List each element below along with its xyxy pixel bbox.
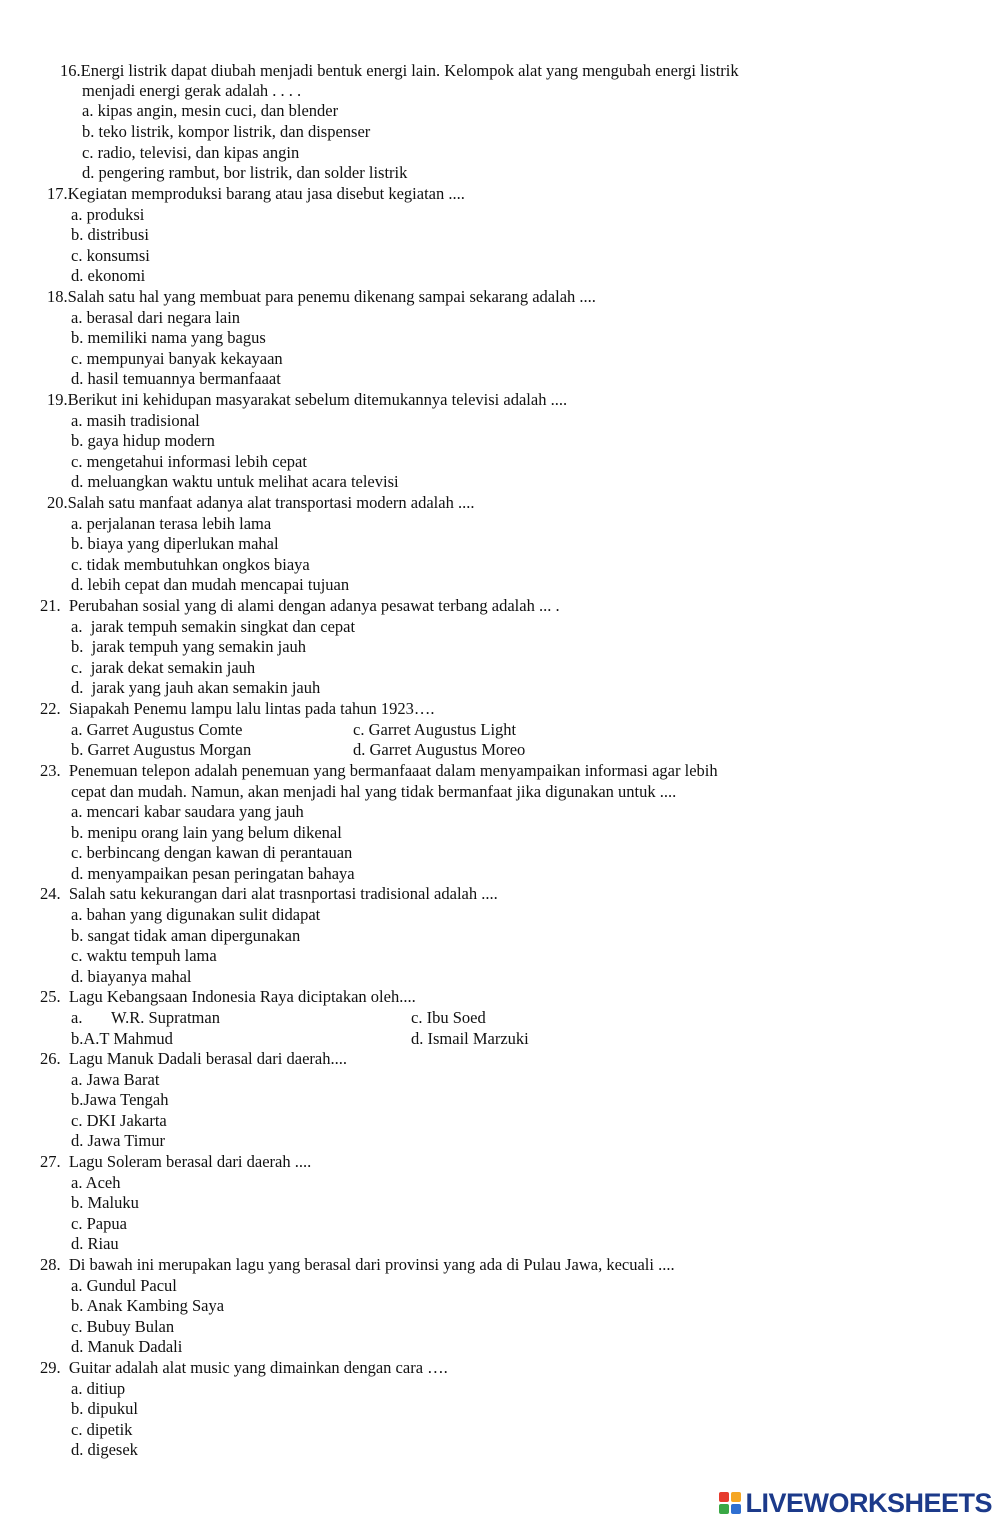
question-20: 20.Salah satu manfaat adanya alat transportasi modern adalah .... <box>47 493 475 512</box>
option-27c[interactable]: c. Papua <box>71 1214 127 1233</box>
option-21c[interactable]: c. jarak dekat semakin jauh <box>71 658 256 677</box>
option-18d[interactable]: d. hasil temuannya bermanfaaat <box>71 369 281 388</box>
option-16a[interactable]: a. kipas angin, mesin cuci, dan blender <box>82 101 339 120</box>
option-26a[interactable]: a. Jawa Barat <box>71 1070 160 1089</box>
option-28d[interactable]: d. Manuk Dadali <box>71 1337 183 1356</box>
option-17b[interactable]: b. distribusi <box>71 225 149 244</box>
option-21a[interactable]: a. jarak tempuh semakin singkat dan cepat <box>71 617 356 636</box>
question-21: 21. Perubahan sosial yang di alami dengan adanya pesawat terbang adalah ... . <box>40 596 560 615</box>
option-18c[interactable]: c. mempunyai banyak kekayaan <box>71 349 283 368</box>
question-19: 19.Berikut ini kehidupan masyarakat sebelum ditemukannya televisi adalah .... <box>47 390 568 409</box>
option-25a[interactable]: a. W.R. Supratman <box>71 1008 220 1027</box>
option-20b[interactable]: b. biaya yang diperlukan mahal <box>71 534 279 553</box>
option-17a[interactable]: a. produksi <box>71 205 145 224</box>
logo-square-orange <box>731 1492 741 1502</box>
option-23c[interactable]: c. berbincang dengan kawan di perantauan <box>71 843 353 862</box>
option-28c[interactable]: c. Bubuy Bulan <box>71 1317 175 1336</box>
logo-square-blue <box>731 1504 741 1514</box>
option-27d[interactable]: d. Riau <box>71 1234 119 1253</box>
question-22: 22. Siapakah Penemu lampu lalu lintas pada tahun 1923…. <box>40 699 435 718</box>
option-19c[interactable]: c. mengetahui informasi lebih cepat <box>71 452 307 471</box>
option-16c[interactable]: c. radio, televisi, dan kipas angin <box>82 143 300 162</box>
logo-text: LIVEWORKSHEETS <box>745 1487 992 1518</box>
logo-square-green <box>719 1504 729 1514</box>
option-25c[interactable]: c. Ibu Soed <box>411 1008 486 1027</box>
option-24a[interactable]: a. bahan yang digunakan sulit didapat <box>71 905 321 924</box>
option-21b[interactable]: b. jarak tempuh yang semakin jauh <box>71 637 307 656</box>
option-23a[interactable]: a. mencari kabar saudara yang jauh <box>71 802 304 821</box>
question-29: 29. Guitar adalah alat music yang dimainkan dengan cara …. <box>40 1358 448 1377</box>
option-23b[interactable]: b. menipu orang lain yang belum dikenal <box>71 823 342 842</box>
option-26c[interactable]: c. DKI Jakarta <box>71 1111 167 1130</box>
option-19b[interactable]: b. gaya hidup modern <box>71 431 215 450</box>
option-29d[interactable]: d. digesek <box>71 1440 138 1459</box>
option-26b[interactable]: b.Jawa Tengah <box>71 1090 169 1109</box>
option-17c[interactable]: c. konsumsi <box>71 246 150 265</box>
option-21d[interactable]: d. jarak yang jauh akan semakin jauh <box>71 678 321 697</box>
option-29a[interactable]: a. ditiup <box>71 1379 126 1398</box>
question-25: 25. Lagu Kebangsaan Indonesia Raya diciptakan oleh.... <box>40 987 416 1006</box>
option-20a[interactable]: a. perjalanan terasa lebih lama <box>71 514 272 533</box>
question-17: 17.Kegiatan memproduksi barang atau jasa disebut kegiatan .... <box>47 184 465 203</box>
option-28b[interactable]: b. Anak Kambing Saya <box>71 1296 225 1315</box>
option-19d[interactable]: d. meluangkan waktu untuk melihat acara televisi <box>71 472 399 491</box>
option-22c[interactable]: c. Garret Augustus Light <box>353 720 517 739</box>
question-27: 27. Lagu Soleram berasal dari daerah .... <box>40 1152 312 1171</box>
question-23: 23. Penemuan telepon adalah penemuan yang bermanfaaat dalam menyampaikan informasi agar lebih <box>40 761 718 780</box>
option-25d[interactable]: d. Ismail Marzuki <box>411 1029 529 1048</box>
question-24: 24. Salah satu kekurangan dari alat trasnportasi tradisional adalah .... <box>40 884 498 903</box>
logo-grid-icon <box>719 1492 741 1514</box>
option-29b[interactable]: b. dipukul <box>71 1399 138 1418</box>
option-27a[interactable]: a. Aceh <box>71 1173 121 1192</box>
question-16-continued: menjadi energi gerak adalah . . . . <box>82 81 302 100</box>
option-22b[interactable]: b. Garret Augustus Morgan <box>71 740 252 759</box>
option-26d[interactable]: d. Jawa Timur <box>71 1131 165 1150</box>
option-24d[interactable]: d. biayanya mahal <box>71 967 192 986</box>
option-16d[interactable]: d. pengering rambut, bor listrik, dan solder listrik <box>82 163 408 182</box>
option-18a[interactable]: a. berasal dari negara lain <box>71 308 241 327</box>
option-22a[interactable]: a. Garret Augustus Comte <box>71 720 243 739</box>
option-16b[interactable]: b. teko listrik, kompor listrik, dan dispenser <box>82 122 371 141</box>
option-23d[interactable]: d. menyampaikan pesan peringatan bahaya <box>71 864 355 883</box>
option-25b[interactable]: b.A.T Mahmud <box>71 1029 173 1048</box>
option-29c[interactable]: c. dipetik <box>71 1420 133 1439</box>
option-17d[interactable]: d. ekonomi <box>71 266 146 285</box>
option-20c[interactable]: c. tidak membutuhkan ongkos biaya <box>71 555 310 574</box>
liveworksheets-logo <box>719 1489 992 1517</box>
option-19a[interactable]: a. masih tradisional <box>71 411 200 430</box>
option-20d[interactable]: d. lebih cepat dan mudah mencapai tujuan <box>71 575 350 594</box>
question-26: 26. Lagu Manuk Dadali berasal dari daerah.... <box>40 1049 347 1068</box>
option-24c[interactable]: c. waktu tempuh lama <box>71 946 217 965</box>
option-27b[interactable]: b. Maluku <box>71 1193 139 1212</box>
option-22d[interactable]: d. Garret Augustus Moreo <box>353 740 526 759</box>
logo-square-red <box>719 1492 729 1502</box>
option-24b[interactable]: b. sangat tidak aman dipergunakan <box>71 926 301 945</box>
question-28: 28. Di bawah ini merupakan lagu yang berasal dari provinsi yang ada di Pulau Jawa, kecuali .... <box>40 1255 675 1274</box>
question-18: 18.Salah satu hal yang membuat para penemu dikenang sampai sekarang adalah .... <box>47 287 596 306</box>
option-18b[interactable]: b. memiliki nama yang bagus <box>71 328 266 347</box>
option-28a[interactable]: a. Gundul Pacul <box>71 1276 177 1295</box>
question-16: 16.Energi listrik dapat diubah menjadi bentuk energi lain. Kelompok alat yang mengubah energi listrik <box>60 61 739 80</box>
question-23-continued: cepat dan mudah. Namun, akan menjadi hal yang tidak bermanfaat jika digunakan untuk .... <box>71 782 677 801</box>
